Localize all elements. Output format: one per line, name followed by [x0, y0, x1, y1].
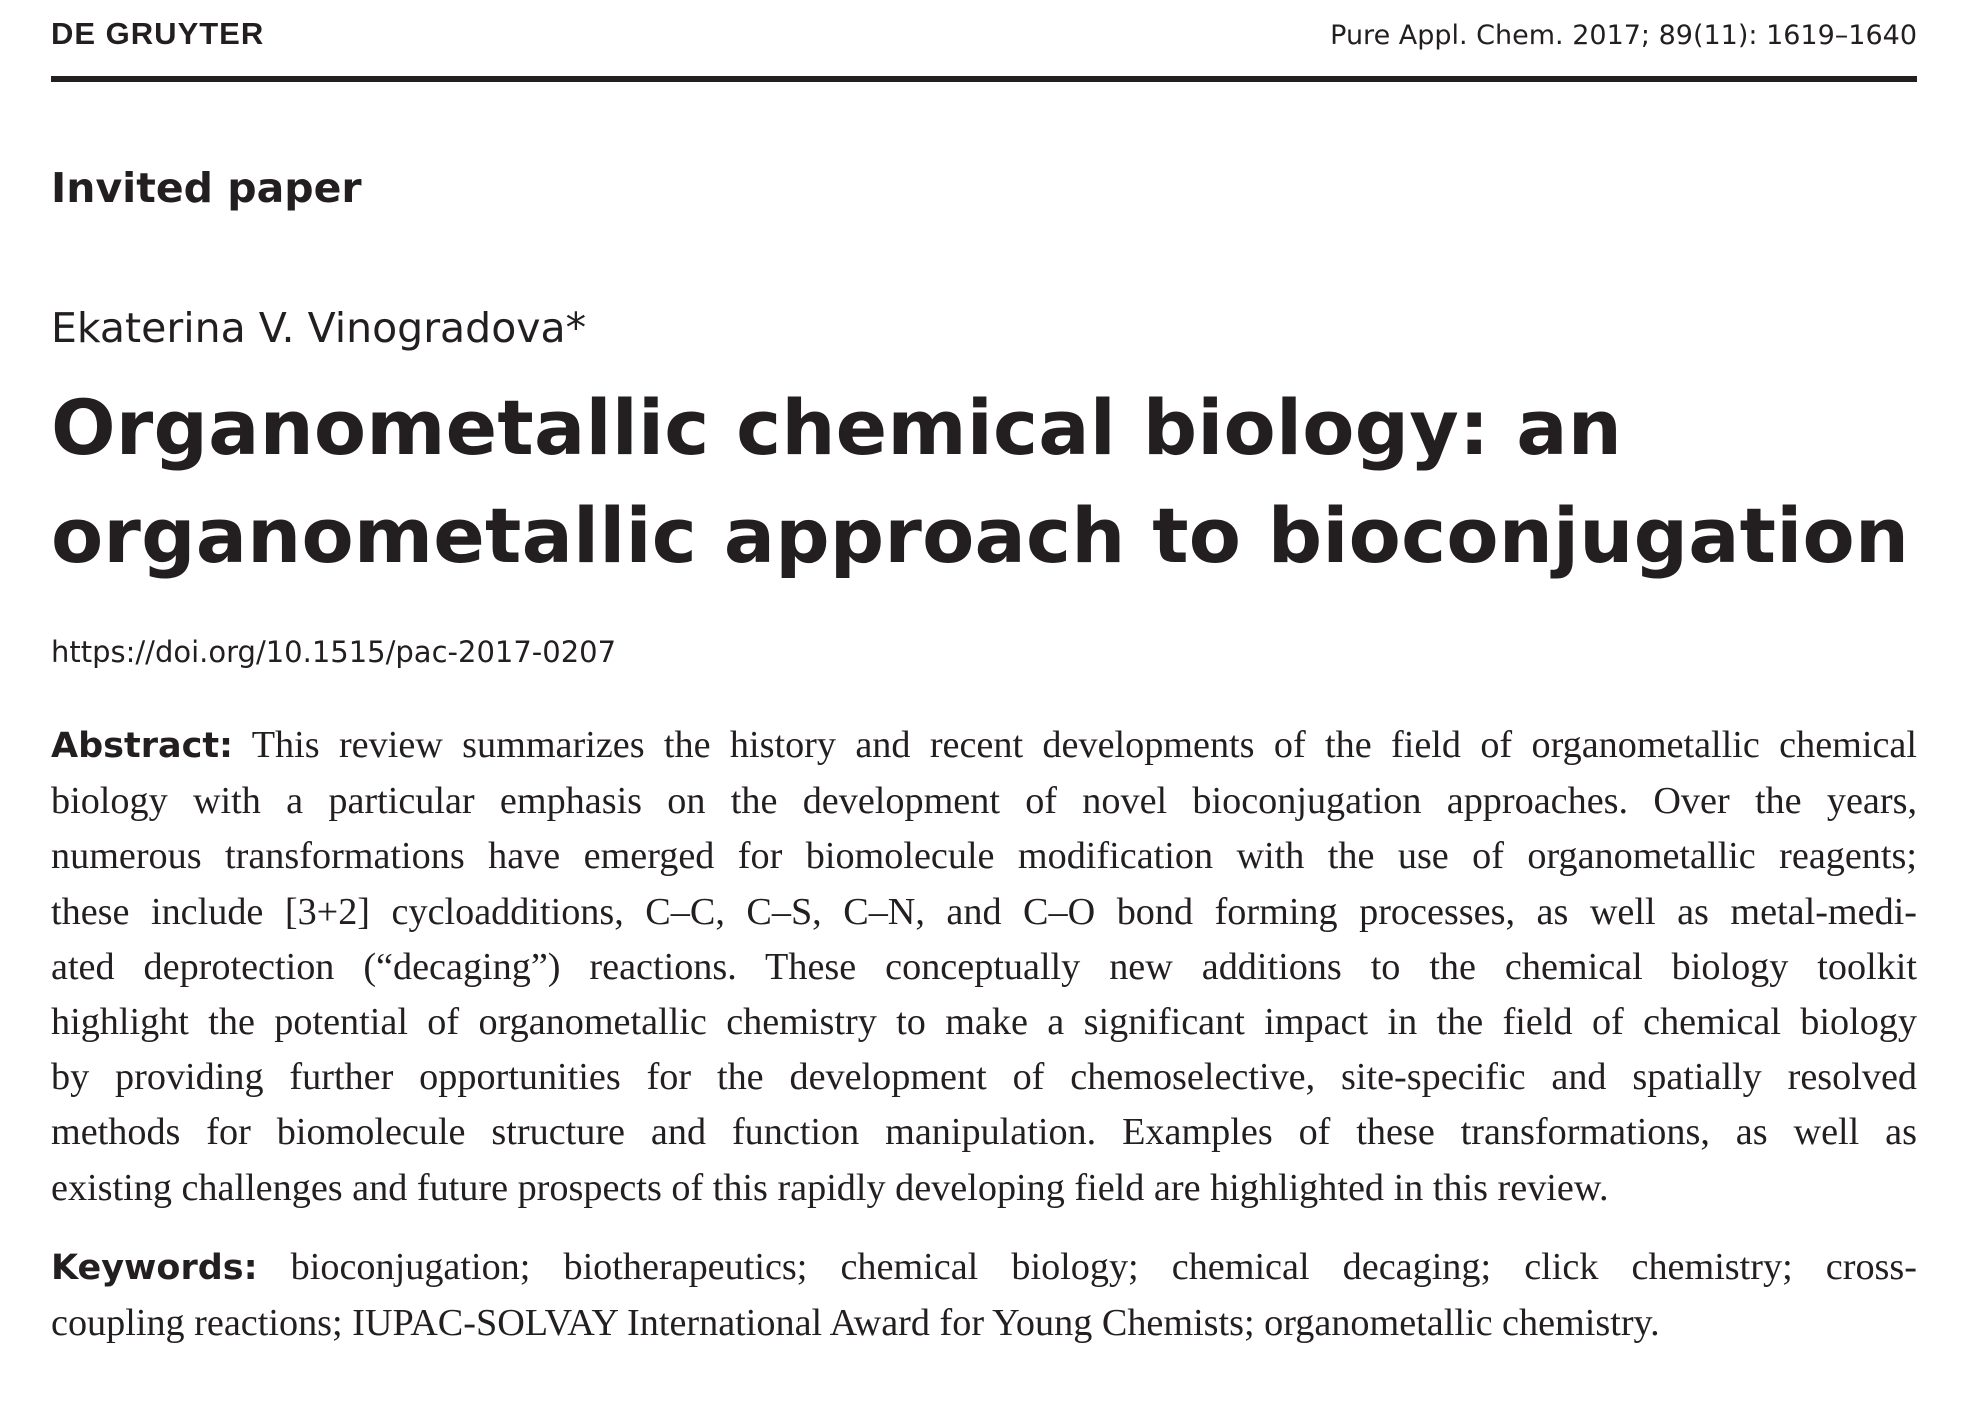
- running-header: [51, 12, 1917, 62]
- abstract-line: highlight the potential of organometallic chemistry to make a significant impact in the field of chemical biology: [51, 1001, 1917, 1044]
- abstract-line: these include [3+2] cycloadditions, C–C, C–S, C–N, and C–O bond forming processes, as well as metal-medi-: [51, 890, 1917, 933]
- title-line: Organometallic chemical biology: an: [51, 383, 1623, 472]
- abstract-line: [51, 718, 1917, 774]
- author-name: Ekaterina V. Vinogradova*: [51, 304, 587, 352]
- abstract-line: biology with a particular emphasis on the development of novel bioconjugation approaches. Over the years,: [51, 780, 1917, 823]
- abstract-line: existing challenges and future prospects of this rapidly developing field are highlighted in this review.: [51, 1166, 1609, 1209]
- doi-link[interactable]: https://doi.org/10.1515/pac-2017-0207: [51, 635, 617, 669]
- journal-citation: Pure Appl. Chem. 2017; 89(11): 1619–1640: [1330, 20, 1917, 51]
- abstract-line: numerous transformations have emerged for biomolecule modification with the use of organometallic reagents;: [51, 835, 1917, 878]
- abstract-line: ated deprotection (“decaging”) reactions. These conceptually new additions to the chemical biology toolkit: [51, 945, 1917, 988]
- keywords-line: [51, 1240, 1917, 1296]
- abstract-line-text: This review summarizes the history and recent developments of the field of organometallic chemical: [233, 724, 1917, 766]
- keywords-label: Keywords:: [51, 1248, 258, 1288]
- abstract-paragraph: [51, 718, 1917, 1216]
- abstract-label: Abstract:: [51, 726, 234, 766]
- article-title: [51, 374, 1917, 590]
- article-type: Invited paper: [51, 164, 362, 212]
- header-rule: [51, 76, 1917, 82]
- abstract-line: methods for biomolecule structure and function manipulation. Examples of these transformations, as well as: [51, 1111, 1917, 1154]
- paper-page: [51, 0, 1917, 1404]
- keywords-paragraph: [51, 1240, 1917, 1351]
- abstract-line: by providing further opportunities for the development of chemoselective, site-specific and spatially resolved: [51, 1056, 1917, 1099]
- publisher-name: DE GRUYTER: [51, 16, 265, 51]
- keywords-line: coupling reactions; IUPAC-SOLVAY International Award for Young Chemists; organometallic chemistry.: [51, 1302, 1660, 1345]
- keywords-line-text: bioconjugation; biotherapeutics; chemical biology; chemical decaging; click chemistry; cross-: [257, 1246, 1917, 1288]
- title-line: organometallic approach to bioconjugation: [51, 491, 1910, 580]
